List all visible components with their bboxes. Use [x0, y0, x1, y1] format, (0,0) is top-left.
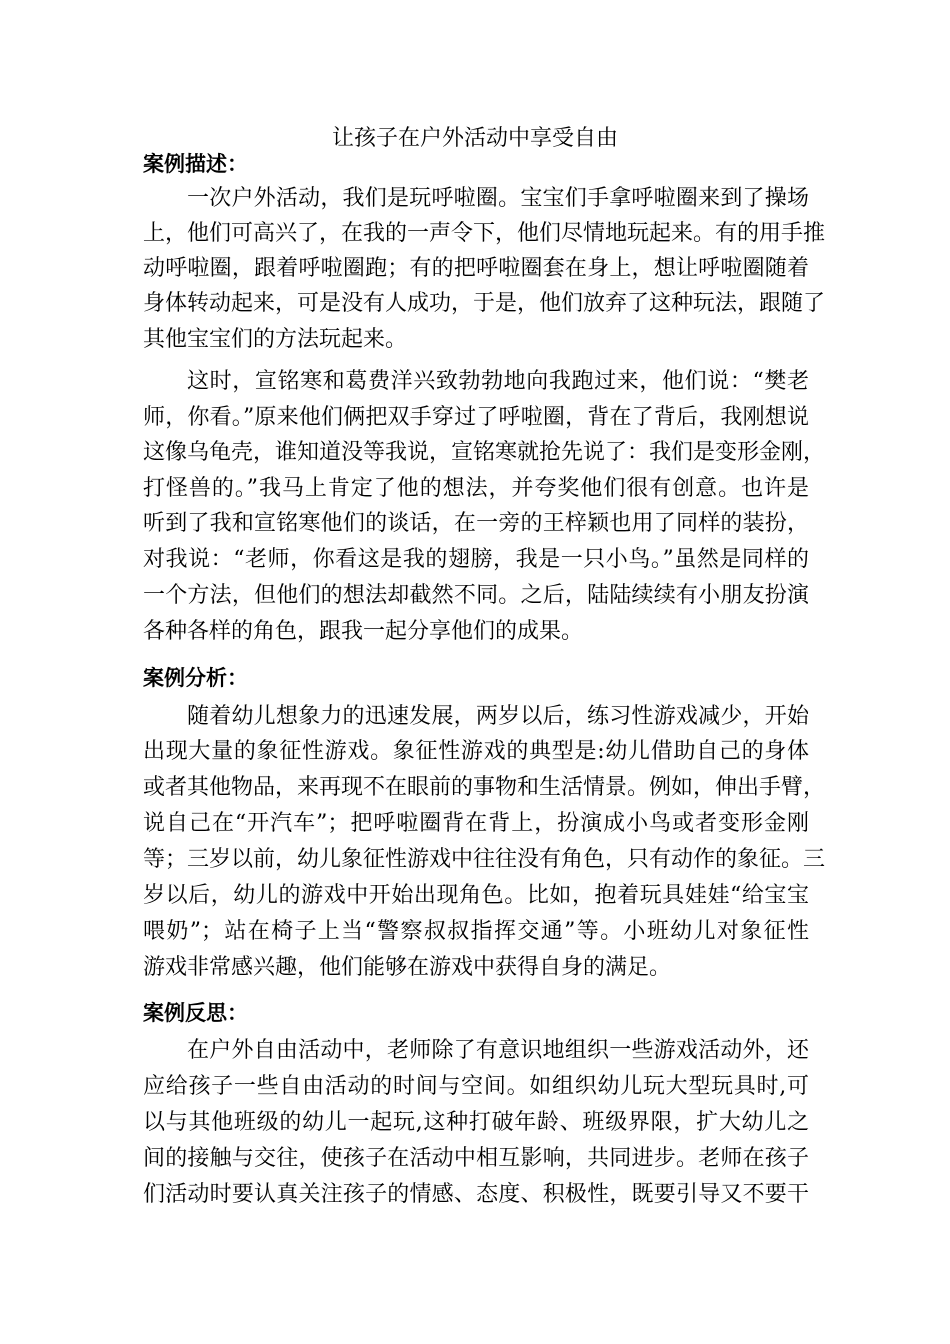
- paragraph-line: 在户外自由活动中，老师除了有意识地组织一些游戏活动外，还: [187, 1038, 809, 1063]
- paragraph-line: 游戏非常感兴趣，他们能够在游戏中获得自身的满足。: [143, 955, 672, 980]
- section-heading-analysis: 案例分析：: [143, 666, 248, 690]
- paragraph-line: 一个方法，但他们的想法却截然不同。之后，陆陆续续有小朋友扮演: [143, 583, 809, 608]
- paragraph-line: 间的接触与交往，使孩子在活动中相互影响，共同进步。老师在孩子: [143, 1146, 809, 1171]
- paragraph-line: 上，他们可高兴了，在我的一声令下，他们尽情地玩起来。有的用手推: [143, 221, 826, 246]
- paragraph-line: 随着幼儿想象力的迅速发展，两岁以后，练习性游戏减少，开始: [187, 704, 809, 729]
- paragraph-line: 动呼啦圈，跟着呼啦圈跑；有的把呼啦圈套在身上，想让呼啦圈随着: [143, 256, 809, 281]
- paragraph-line: 这时，宣铭寒和葛费洋兴致勃勃地向我跑过来，他们说：“樊老: [187, 369, 809, 394]
- paragraph-line: 师，你看。”原来他们俩把双手穿过了呼啦圈，背在了背后，我刚想说: [143, 405, 809, 430]
- document-title: 让孩子在户外活动中享受自由: [331, 126, 618, 151]
- paragraph-line: 应给孩子一些自由活动的时间与空间。如组织幼儿玩大型玩具时,可: [143, 1074, 809, 1099]
- paragraph-line: 各种各样的角色，跟我一起分享他们的成果。: [143, 619, 584, 644]
- paragraph-line: 打怪兽的。”我马上肯定了他的想法，并夸奖他们很有创意。也许是: [143, 476, 809, 501]
- paragraph-line: 听到了我和宣铭寒他们的谈话，在一旁的王梓颖也用了同样的装扮，: [143, 511, 809, 536]
- paragraph-line: 一次户外活动，我们是玩呼啦圈。宝宝们手拿呼啦圈来到了操场: [187, 186, 809, 211]
- paragraph-line: 或者其他物品，来再现不在眼前的事物和生活情景。例如，伸出手臂，: [143, 775, 826, 800]
- paragraph-line: 出现大量的象征性游戏。象征性游戏的典型是:幼儿借助自己的身体: [143, 739, 809, 764]
- paragraph-line: 们活动时要认真关注孩子的情感、态度、积极性，既要引导又不要干: [143, 1182, 809, 1207]
- paragraph-line: 岁以后，幼儿的游戏中开始出现角色。比如，抱着玩具娃娃“给宝宝: [143, 883, 809, 908]
- paragraph-line: 喂奶”；站在椅子上当“警察叔叔指挥交通”等。小班幼儿对象征性: [143, 919, 809, 944]
- section-heading-reflection: 案例反思：: [143, 1001, 248, 1025]
- paragraph-line: 这像乌龟壳，谁知道没等我说，宣铭寒就抢先说了：我们是变形金刚，: [143, 440, 826, 465]
- paragraph-line: 身体转动起来，可是没有人成功，于是，他们放弃了这种玩法，跟随了: [143, 291, 826, 316]
- section-heading-description: 案例描述：: [143, 152, 248, 176]
- paragraph-line: 以与其他班级的幼儿一起玩,这种打破年龄、班级界限，扩大幼儿之: [143, 1110, 809, 1135]
- paragraph-line: 等；三岁以前，幼儿象征性游戏中往往没有角色，只有动作的象征。三: [143, 847, 826, 872]
- paragraph-line: 说自己在“开汽车”；把呼啦圈背在背上，扮演成小鸟或者变形金刚: [143, 811, 809, 836]
- paragraph-line: 其他宝宝们的方法玩起来。: [143, 327, 408, 352]
- paragraph-line: 对我说：“老师，你看这是我的翅膀，我是一只小鸟。”虽然是同样的: [143, 547, 809, 572]
